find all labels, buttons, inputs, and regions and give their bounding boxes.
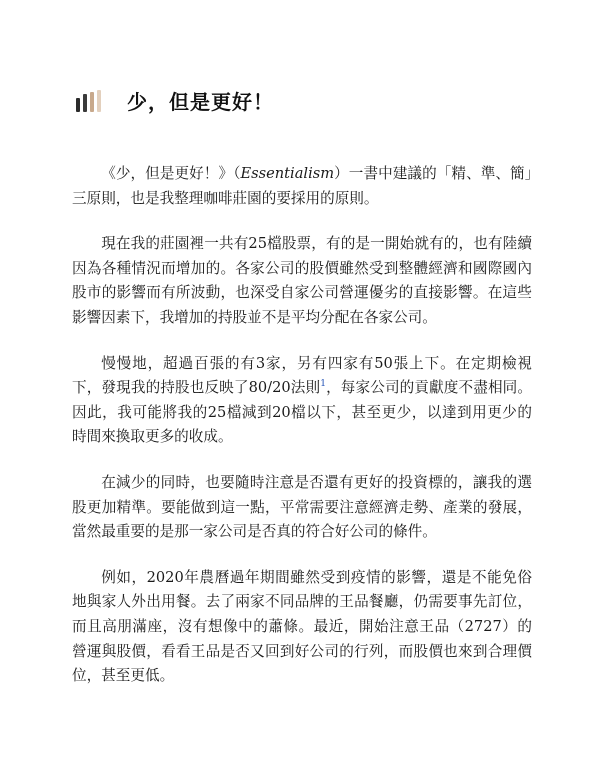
footnote-link[interactable]: 1 [320, 379, 326, 390]
bar-chart-icon [76, 90, 101, 112]
paragraph [72, 232, 532, 330]
book-title-english: Essentialism [240, 165, 335, 182]
section-title: 少，但是更好！ [127, 90, 274, 114]
paragraph [72, 162, 532, 211]
paragraph-text: 慢慢地，超過百張的有3家，另有四家有50張上下。在定期檢視下，發現我的持股也反映了80/20法則 [72, 354, 532, 397]
paragraph-text: ）一書中建議的「精、準、簡」三原則，也是我整理咖啡莊園的要採用的原則。 [72, 165, 533, 207]
paragraph [72, 566, 532, 689]
body-text [72, 162, 532, 710]
paragraph-text: 《少，但是更好！》（ [101, 165, 241, 182]
paragraph-text: 例如，2020年農曆過年期間雖然受到疫情的影響，還是不能免俗地與家人外出用餐。去了兩家不同品牌的王品餐廳，仍需要事先訂位，而且高朋滿座，沒有想像中的蕭條。最近，開始注意王品（2727）的營運與股價，看看王品是否又回到好公司的行列，而股價也來到合理價位，甚至更低。 [72, 568, 532, 685]
section-heading [76, 86, 274, 115]
paragraph [72, 352, 532, 450]
paragraph-text: 在減少的同時，也要隨時注意是否還有更好的投資標的，讓我的選股更加精準。要能做到這一點，平常需要注意經濟走勢、產業的發展，當然最重要的是那一家公司是否真的符合好公司的條件。 [72, 473, 532, 541]
paragraph-text: ，每家公司的貢獻度不盡相同。因此，我可能將我的25檔減到20檔以下，甚至更少，以達到用更少的時間來換取更多的收成。 [72, 379, 532, 446]
paragraph [72, 471, 532, 545]
paragraph-text: 現在我的莊園裡一共有25檔股票，有的是一開始就有的，也有陸續因為各種情況而增加的。各家公司的股價雖然受到整體經濟和國際國內股市的影響而有所波動，也深受自家公司營運優劣的直接影響。在這些影響因素下，我增加的持股並不是平均分配在各家公司。 [72, 235, 532, 326]
